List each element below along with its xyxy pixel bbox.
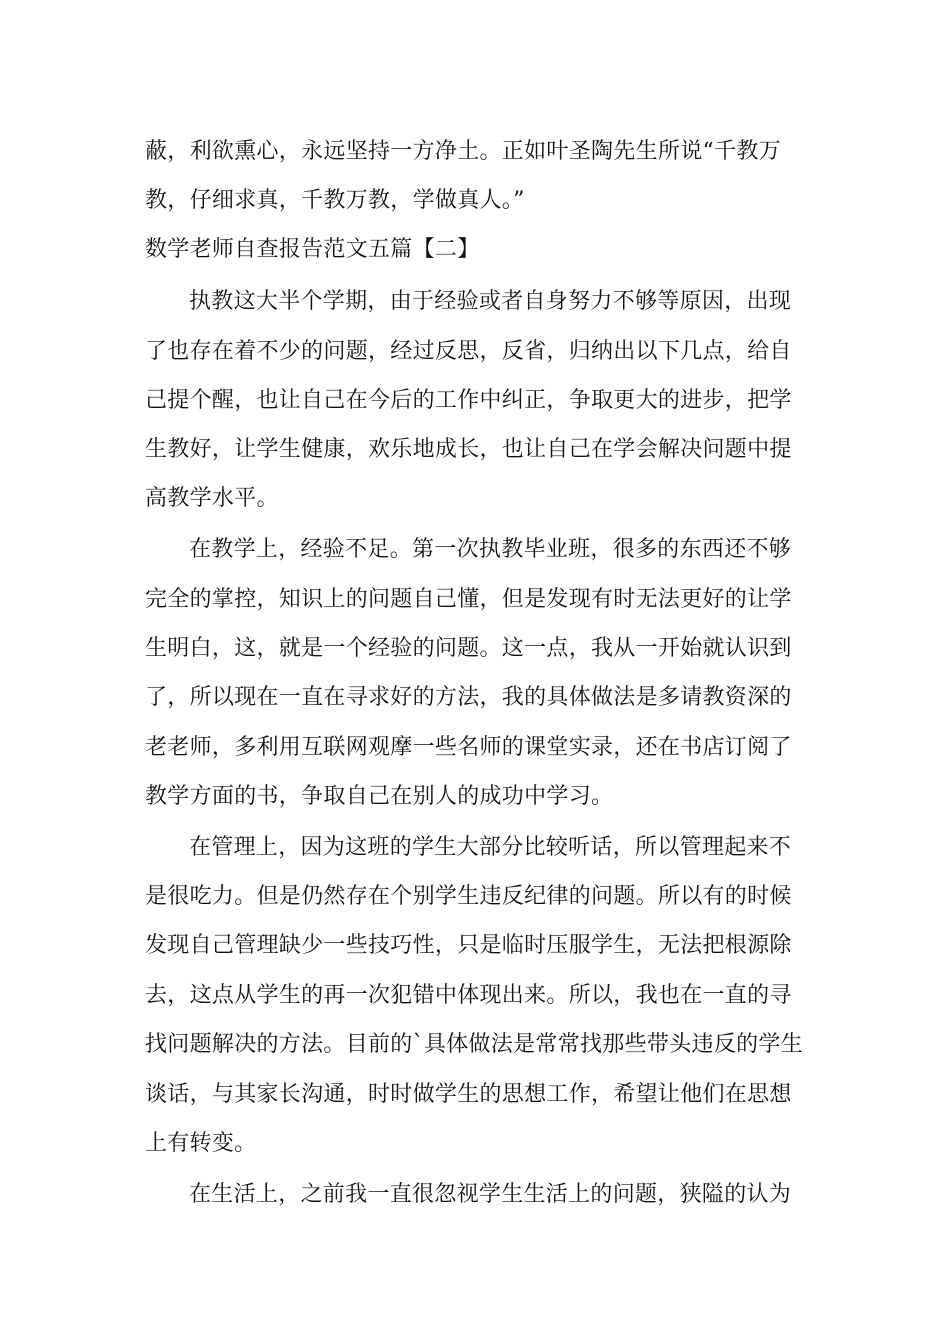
text-line: 了，所以现在一直在寻求好的方法，我的具体做法是多请教资深的 — [145, 685, 792, 710]
text-line: 生明白，这，就是一个经验的问题。这一点，我从一开始就认识到 — [145, 636, 792, 661]
text-line: 发现自己管理缺少一些技巧性，只是临时压服学生，无法把根源除 — [145, 933, 792, 958]
text-line: 教学方面的书，争取自己在别人的成功中学习。 — [145, 784, 614, 809]
text-line: 完全的掌控，知识上的问题自己懂，但是发现有时无法更好的让学 — [145, 587, 792, 612]
text-line: 在管理上，因为这班的学生大部分比较听话，所以管理起来不 — [189, 835, 792, 860]
text-line: 生教好，让学生健康，欢乐地成长，也让自己在学会解决问题中提 — [145, 437, 792, 462]
text-line: 高教学水平。 — [145, 486, 279, 511]
text-line: 教，仔细求真，千教万教，学做真人。” — [145, 188, 525, 213]
text-line: 去，这点从学生的再一次犯错中体现出来。所以，我也在一直的寻 — [145, 983, 792, 1008]
text-line: 上有转变。 — [145, 1131, 257, 1156]
section-heading: 数学老师自查报告范文五篇【二】 — [145, 237, 480, 262]
text-line: 老老师，多利用互联网观摩一些名师的课堂实录，还在书店订阅了 — [145, 735, 792, 760]
text-line: 己提个醒，也让自己在今后的工作中纠正，争取更大的进步，把学 — [145, 388, 792, 413]
text-line: 在教学上，经验不足。第一次执教毕业班，很多的东西还不够 — [189, 537, 792, 562]
text-line: 在生活上，之前我一直很忽视学生生活上的问题，狭隘的认为 — [189, 1182, 792, 1207]
text-line: 是很吃力。但是仍然存在个别学生违反纪律的问题。所以有的时候 — [145, 884, 792, 909]
text-line: 找问题解决的方法。目前的`具体做法是常常找那些带头违反的学生 — [145, 1032, 804, 1057]
text-line: 执教这大半个学期，由于经验或者自身努力不够等原因，出现 — [189, 289, 792, 314]
text-line: 谈话，与其家长沟通，时时做学生的思想工作，希望让他们在思想 — [145, 1082, 792, 1107]
text-line: 了也存在着不少的问题，经过反思，反省，归纳出以下几点，给自 — [145, 339, 792, 364]
text-line: 蔽，利欲熏心，永远坚持一方净土。正如叶圣陶先生所说“千教万 — [145, 139, 781, 164]
